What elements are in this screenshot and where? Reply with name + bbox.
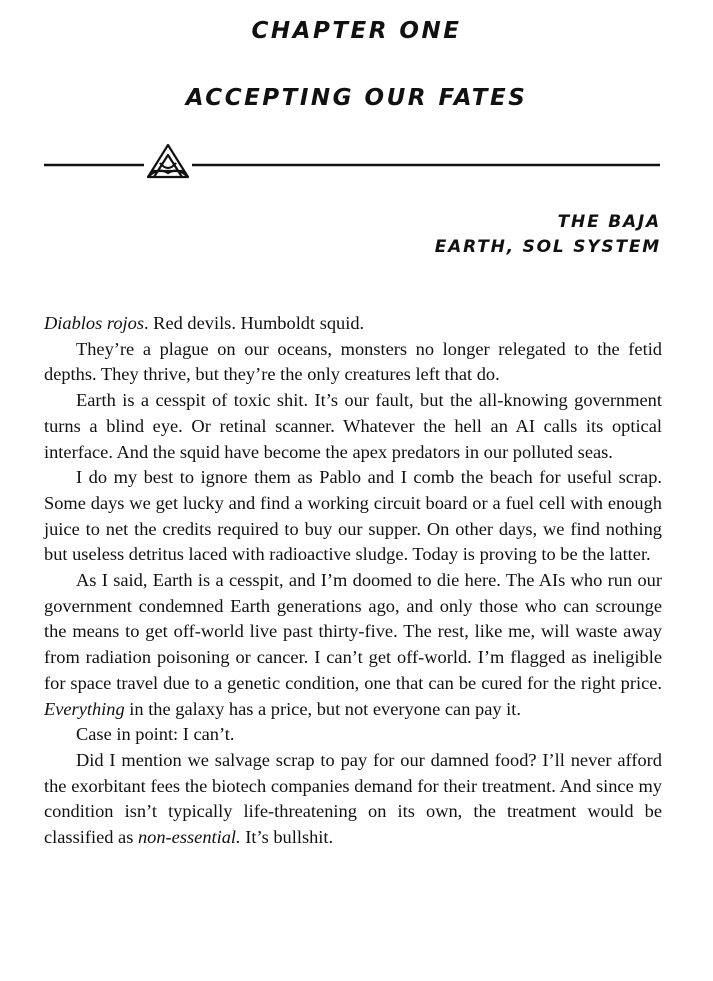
paragraph-7-tail: It’s bullshit. bbox=[240, 827, 334, 848]
paragraph-7 bbox=[44, 748, 662, 851]
paragraph-1-text: . Red devils. Humboldt squid. bbox=[143, 313, 365, 333]
paragraph-7-italic: non-essential. bbox=[137, 827, 241, 848]
location-line-1: THE BAJA bbox=[557, 212, 661, 232]
chapter-divider bbox=[44, 143, 660, 183]
location-line-2: EARTH, SOL SYSTEM bbox=[434, 237, 661, 257]
paragraph-2: They’re a plague on our oceans, monsters no longer relegated to the fetid depths. They thrive, but they’re the only creatures left that do. bbox=[44, 338, 662, 385]
paragraph-3: Earth is a cesspit of toxic shit. It’s our fault, but the all-knowing government turns a blind eye. Or retinal scanner. Whatever the hell an AI calls its optical interface. And the squid have become the apex predators in our polluted seas. bbox=[44, 390, 662, 462]
chapter-subtitle: ACCEPTING OUR FATES bbox=[185, 85, 528, 111]
paragraph-6: Case in point: I can’t. bbox=[76, 724, 235, 745]
paragraph-5-tail: in the galaxy has a price, but not everyone can pay it. bbox=[124, 698, 521, 719]
paragraph-7-text: Did I mention we salvage scrap to pay for our damned food? I’ll never afford the exorbitant fees the biotech companies demand for their treatment. And since my condition isn’t typically life-threatening on its own, the treatment would be classified as bbox=[44, 749, 662, 848]
paragraph-4: I do my best to ignore them as Pablo and I comb the beach for useful scrap. Some days we get lucky and find a working circuit board or a fuel cell with enough juice to net the credits required to buy our supper. On other days, we find nothing but useless detritus laced with radioactive sludge. Today is proving to be the latter. bbox=[44, 467, 662, 565]
paragraph-1 bbox=[44, 311, 662, 337]
paragraph-5 bbox=[44, 568, 662, 722]
scene-location bbox=[435, 210, 661, 260]
paragraph-5-italic: Everything bbox=[44, 698, 125, 719]
chapter-body bbox=[44, 311, 662, 851]
paragraph-1-italic: Diablos rojos bbox=[44, 313, 144, 333]
celtic-knot-icon bbox=[148, 145, 188, 177]
chapter-title: CHAPTER ONE bbox=[251, 18, 462, 44]
paragraph-5-text: As I said, Earth is a cesspit, and I’m doomed to die here. The AIs who run our government condemned Earth generations ago, and only those who can scrounge the means to get off-world live past thirty-five. The rest, like me, will waste away from radiation poisoning or cancer. I can’t get off-world. I’m flagged as ineligible for space travel due to a genetic condition, one that can be cured for the right price. bbox=[44, 570, 662, 693]
